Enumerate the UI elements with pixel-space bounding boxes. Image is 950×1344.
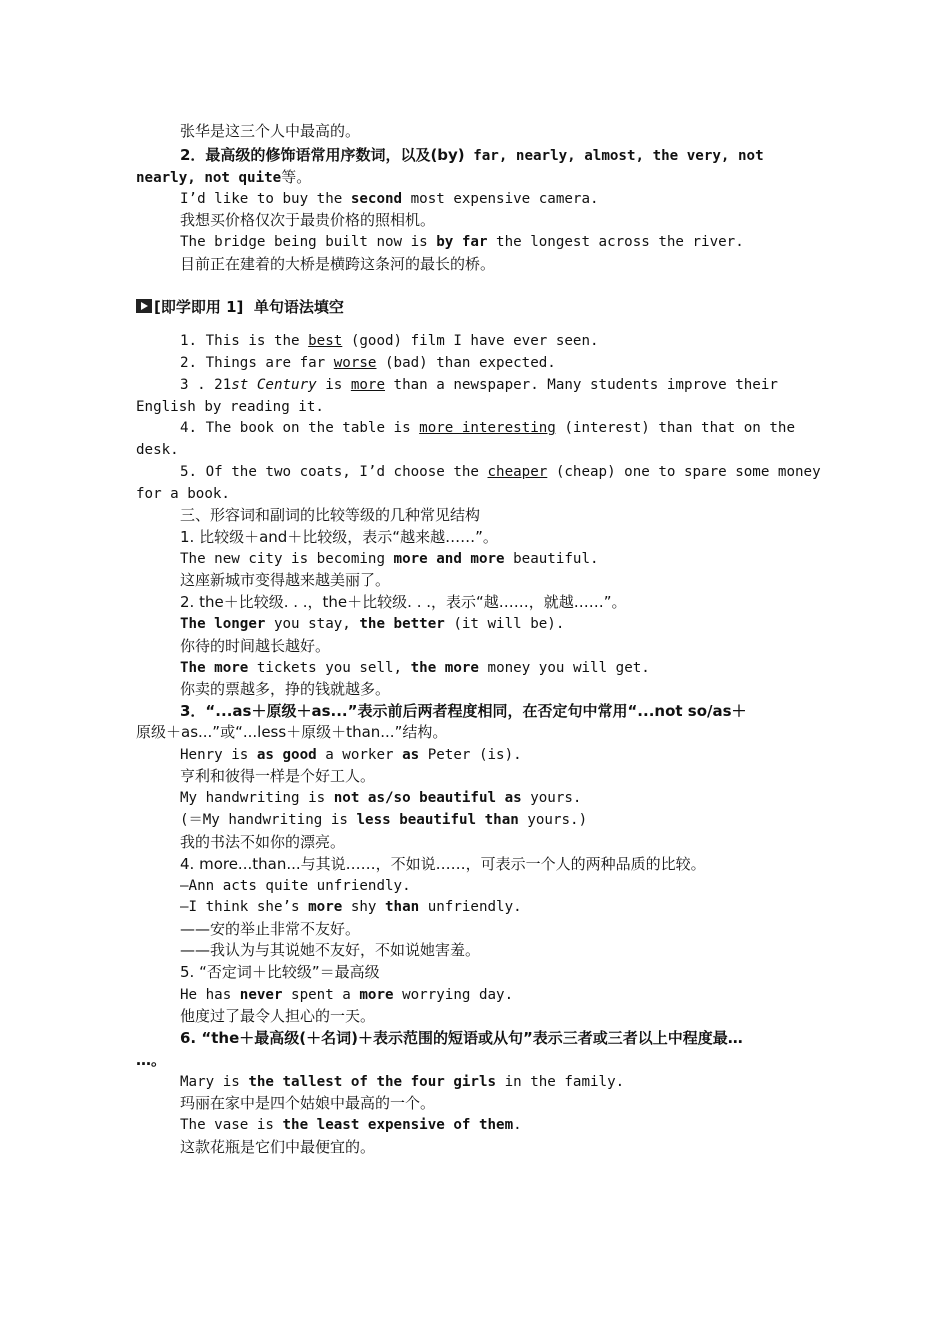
text-line	[180, 121, 360, 141]
text: 等。	[281, 168, 312, 186]
text: ——安的举止非常不友好。	[180, 920, 361, 938]
text-line	[180, 210, 435, 230]
text: 目前正在建着的大桥是横跨这条河的最长的桥。	[180, 255, 496, 273]
exercise-item	[180, 353, 556, 373]
text: unfriendly.	[419, 899, 522, 915]
rule-line	[180, 1028, 743, 1048]
exercise-item	[180, 331, 599, 351]
text-line	[180, 145, 764, 165]
text: …。	[136, 1051, 167, 1069]
text: 他度过了最令人担心的一天。	[180, 1007, 376, 1025]
example-line	[180, 810, 587, 830]
text: English by reading it.	[136, 399, 324, 415]
text: most expensive camera.	[402, 191, 599, 207]
text: more	[359, 987, 394, 1003]
text: worrying day.	[393, 987, 514, 1003]
text: 4. The book on the table is	[180, 420, 420, 436]
text: tickets you sell,	[248, 660, 411, 676]
text: 这款花瓶是它们中最便宜的。	[180, 1138, 376, 1156]
translation-line	[180, 679, 390, 699]
rule-line	[180, 701, 747, 721]
text: the more	[410, 660, 479, 676]
text: second	[350, 191, 403, 207]
text: 4. more...than...与其说……，不如说……，可表示一个人的两种品质的比较。	[180, 855, 706, 873]
text: beautiful.	[504, 551, 599, 567]
translation-line	[180, 832, 345, 852]
text-line	[136, 397, 324, 417]
text: st Century	[231, 377, 317, 393]
text: the tallest of the four girls	[248, 1074, 497, 1090]
text: (bad) than expected.	[376, 355, 556, 371]
text: My handwriting is	[180, 790, 334, 806]
text: the least expensive of them	[282, 1117, 514, 1133]
example-line	[180, 614, 564, 634]
text: 玛丽在家中是四个姑娘中最高的一个。	[180, 1094, 436, 1112]
text: for a book.	[136, 486, 230, 502]
text: yours.)	[518, 812, 588, 828]
example-line	[180, 1115, 522, 1135]
text: 2. Things are far	[180, 355, 334, 371]
text: I’d like to buy the	[180, 191, 351, 207]
text: 你待的时间越长越好。	[180, 637, 331, 655]
text: Peter (is).	[419, 747, 522, 763]
text: 我的书法不如你的漂亮。	[180, 833, 346, 851]
text: 3 . 21	[180, 377, 232, 393]
text: (it will be).	[444, 616, 565, 632]
text: spent a	[282, 987, 360, 1003]
text: —Ann acts quite unfriendly.	[180, 878, 411, 894]
text: more and more	[393, 551, 505, 567]
rule-line	[136, 1050, 166, 1070]
translation-line	[180, 1006, 375, 1026]
text: 亨利和彼得一样是个好工人。	[180, 767, 376, 785]
text: The new city is becoming	[180, 551, 394, 567]
text: more	[308, 899, 343, 915]
text: (＝My handwriting is	[180, 812, 357, 828]
text: .	[513, 1117, 522, 1133]
example-line	[180, 1072, 624, 1092]
text: 3．“...as＋原级＋as...”表示前后两者程度相同，在否定句中常用“...not so/as＋	[180, 702, 747, 720]
heading-text: [即学即用 1] 单句语法填空	[154, 298, 344, 316]
example-line	[180, 876, 411, 896]
text-line	[136, 484, 230, 504]
translation-line	[180, 1137, 375, 1157]
rule-line	[180, 592, 627, 612]
translation-line	[180, 940, 480, 960]
text: 张华是这三个人中最高的。	[180, 122, 361, 140]
text: 三、形容词和副词的比较等级的几种常见结构	[180, 506, 481, 524]
example-line	[180, 788, 581, 808]
play-icon	[136, 299, 152, 313]
example-line	[180, 985, 513, 1005]
exercise-item	[180, 462, 821, 482]
text: less beautiful than	[356, 812, 519, 828]
text: The bridge being built now is	[180, 234, 437, 250]
section-title	[180, 505, 480, 525]
exercise-item	[180, 418, 795, 438]
text: by far	[436, 234, 488, 250]
example-line	[180, 897, 522, 917]
text: —I think she’s	[180, 899, 309, 915]
text: desk.	[136, 442, 179, 458]
rule-line	[136, 722, 447, 742]
text: He has	[180, 987, 240, 1003]
text-line	[180, 189, 599, 209]
text: 原级＋as...”或“...less＋原级＋than...”结构。	[136, 723, 448, 741]
text: a worker	[316, 747, 403, 763]
translation-line	[180, 766, 375, 786]
text: yours.	[521, 790, 582, 806]
translation-line	[180, 570, 390, 590]
text: as	[402, 747, 420, 763]
text: 1. This is the	[180, 333, 309, 349]
rule-line	[180, 854, 706, 874]
text: nearly, not quite	[136, 170, 282, 186]
example-line	[180, 745, 522, 765]
text: the better	[359, 616, 445, 632]
text: than a newspaper. Many students improve their	[385, 377, 778, 393]
text: The more	[180, 660, 249, 676]
answer: worse	[333, 355, 377, 371]
text: Mary is	[180, 1074, 249, 1090]
text: The longer	[180, 616, 266, 632]
translation-line	[180, 919, 360, 939]
text: shy	[342, 899, 386, 915]
text: never	[239, 987, 283, 1003]
text-line	[136, 167, 311, 187]
text: 这座新城市变得越来越美丽了。	[180, 571, 391, 589]
text: (interest) than that on the	[555, 420, 796, 436]
answer: best	[308, 333, 343, 349]
section-heading	[136, 296, 344, 316]
text-line	[180, 232, 744, 252]
text: Henry is	[180, 747, 257, 763]
text: is	[316, 377, 351, 393]
text-line	[180, 254, 495, 274]
text: (good) film I have ever seen.	[342, 333, 599, 349]
text: you stay,	[265, 616, 360, 632]
answer: cheaper	[487, 464, 548, 480]
text: 6. “the＋最高级(＋名词)＋表示范围的短语或从句”表示三者或三者以上中程度最…	[180, 1029, 743, 1047]
answer: more interesting	[419, 420, 556, 436]
rule-line	[180, 527, 498, 547]
text: ——我认为与其说她不友好，不如说她害羞。	[180, 941, 481, 959]
text: 5. Of the two coats, I’d choose the	[180, 464, 488, 480]
text: 我想买价格仅次于最贵价格的照相机。	[180, 211, 436, 229]
text: the longest across the river.	[487, 234, 744, 250]
text: money you will get.	[478, 660, 650, 676]
text: 2. the＋比较级. . .，the＋比较级. . .，表示“越……，就越……”。	[180, 593, 627, 611]
answer: more	[350, 377, 386, 393]
example-line	[180, 658, 650, 678]
exercise-item	[180, 375, 778, 395]
text: 5. “否定词＋比较级”＝最高级	[180, 963, 380, 981]
text: far, nearly, almost, the very, not	[464, 148, 764, 164]
text: in the family.	[496, 1074, 625, 1090]
translation-line	[180, 1093, 435, 1113]
text: (cheap) one to spare some money	[547, 464, 821, 480]
text-line	[136, 440, 179, 460]
translation-line	[180, 636, 330, 656]
text: as good	[256, 747, 317, 763]
text: 你卖的票越多，挣的钱就越多。	[180, 680, 391, 698]
rule-line	[180, 962, 380, 982]
text: 1. 比较级＋and＋比较级，表示“越来越……”。	[180, 528, 498, 546]
text: The vase is	[180, 1117, 283, 1133]
example-line	[180, 549, 599, 569]
text: not as/so beautiful as	[333, 790, 522, 806]
text: than	[385, 899, 420, 915]
text: 2．最高级的修饰语常用序数词，以及(by)	[180, 146, 465, 164]
